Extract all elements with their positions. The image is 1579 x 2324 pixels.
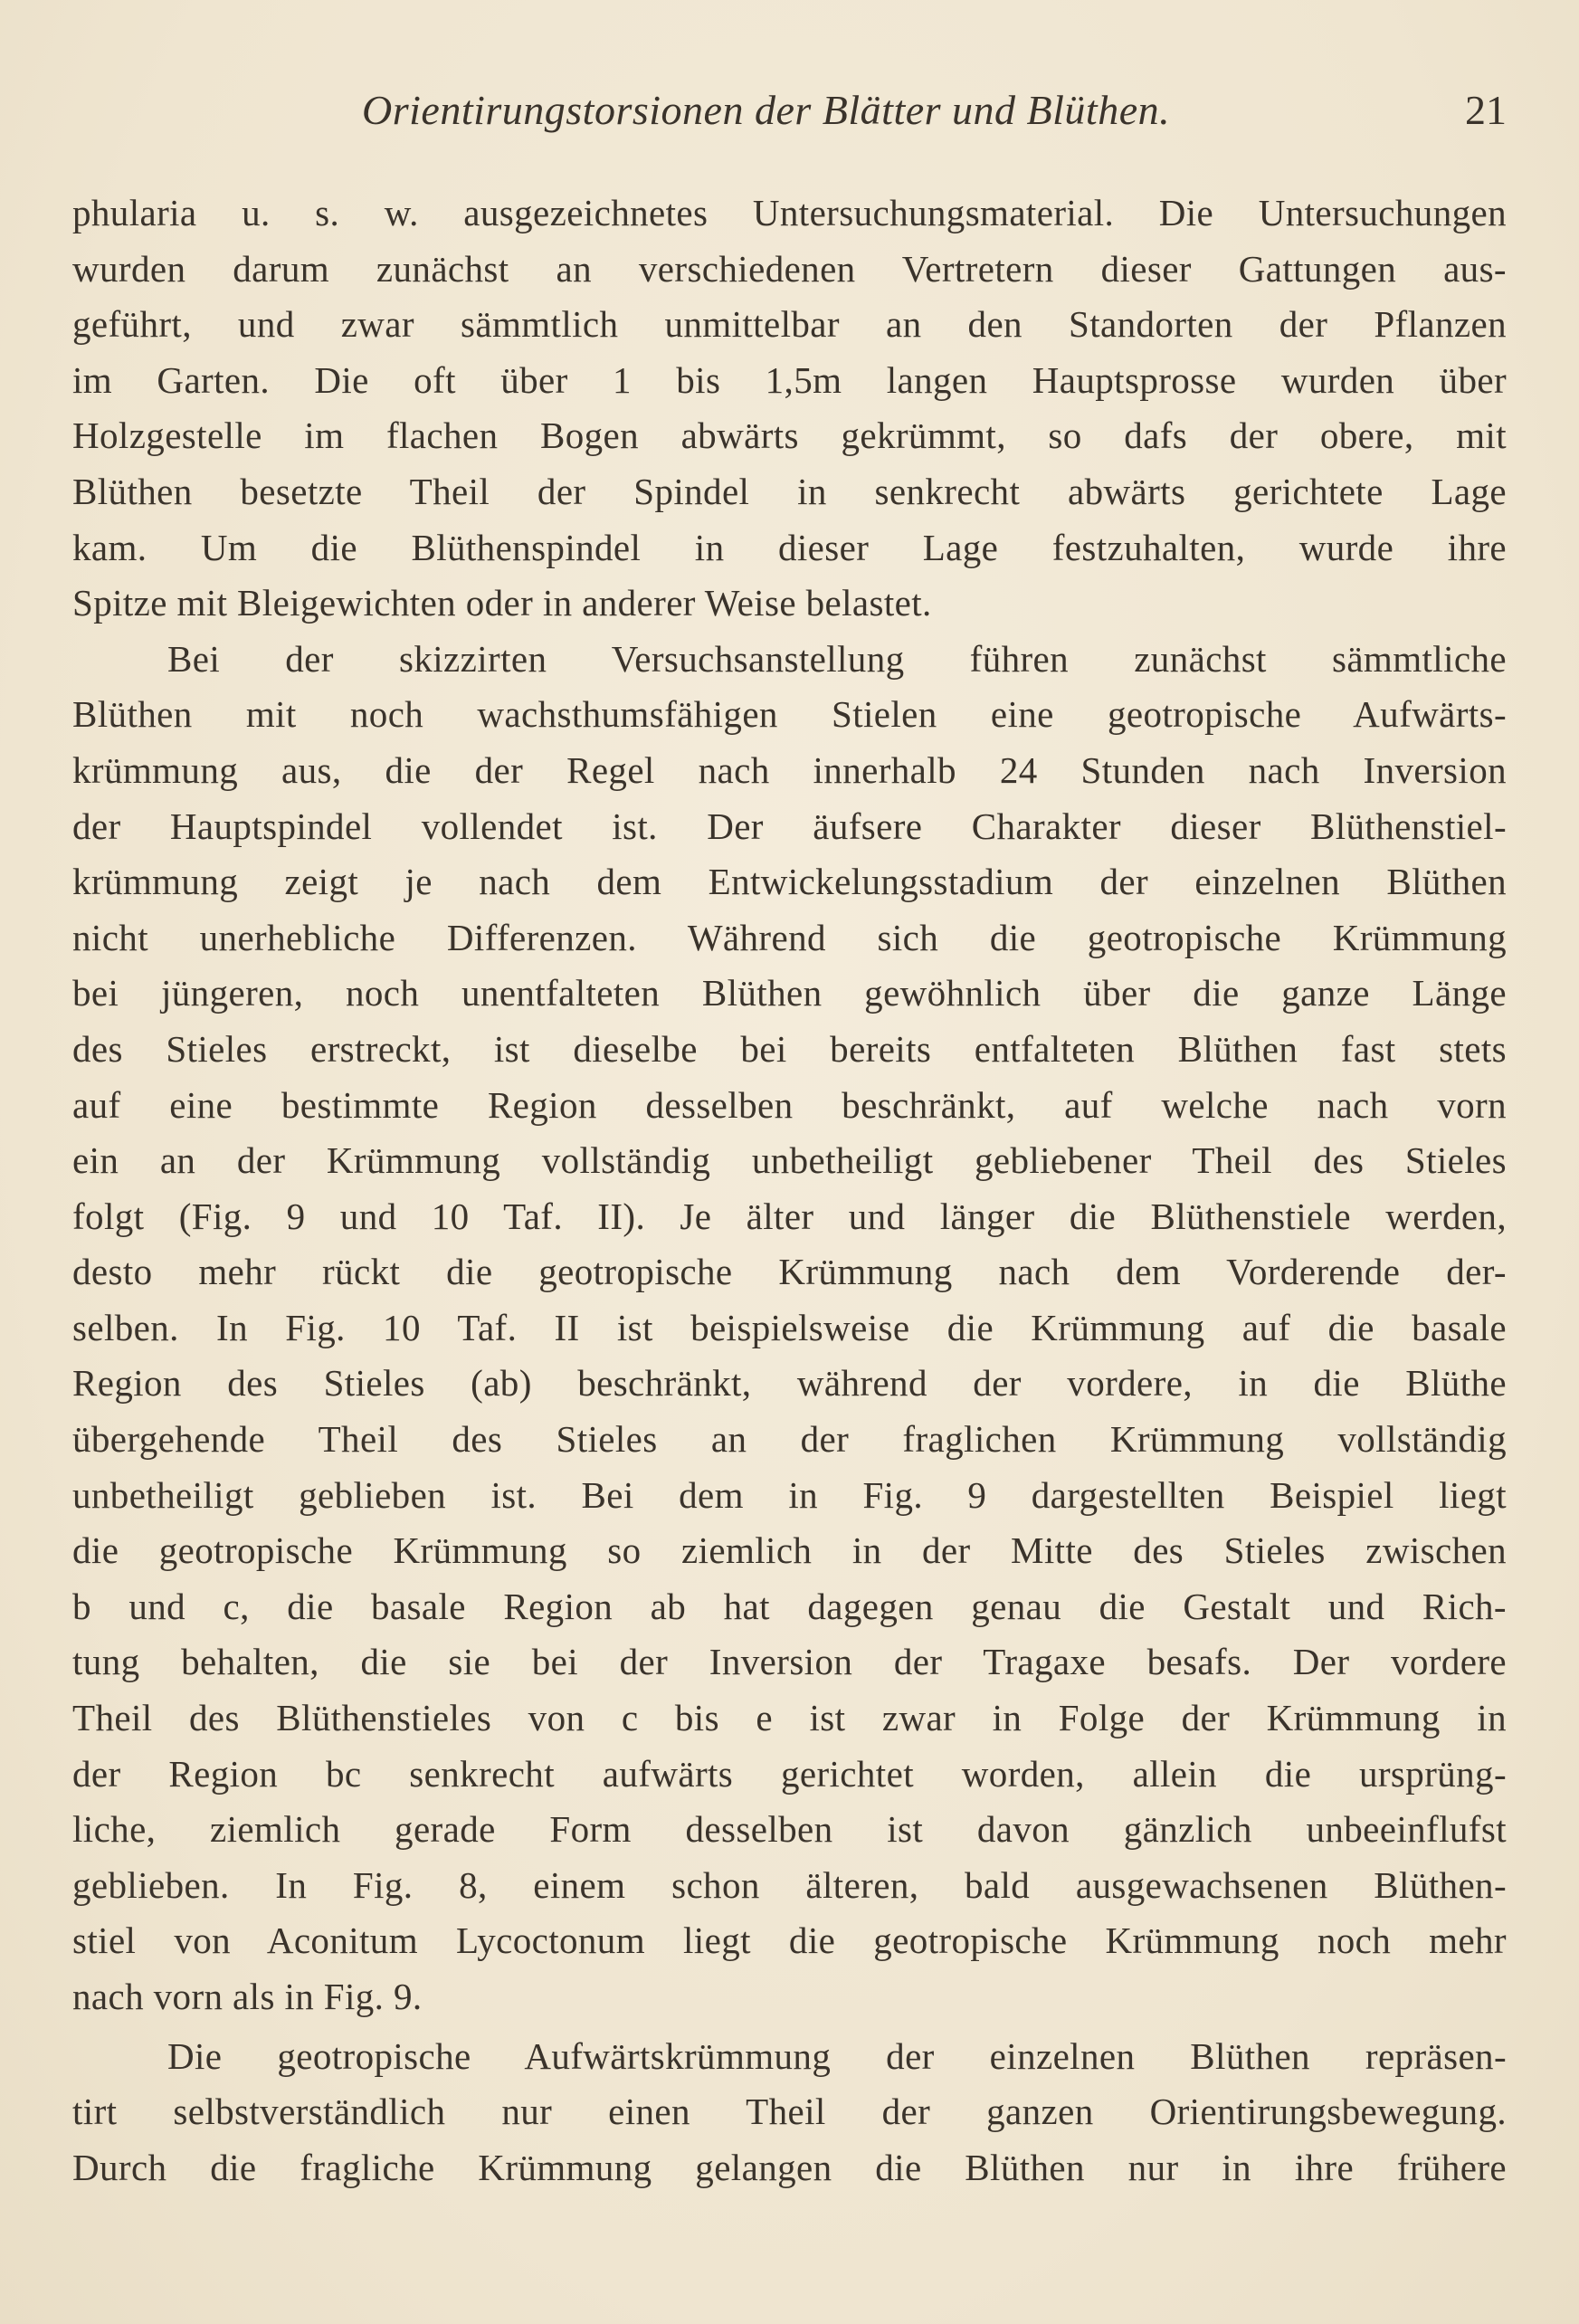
text-line: des Stieles erstreckt, ist dieselbe bei bereits entfalteten Blüthen fast stets <box>72 1027 1507 1070</box>
text-line: stiel von Aconitum Lycoctonum liegt die geotropische Krümmung noch mehr <box>72 1919 1507 1962</box>
text-line: b und c, die basale Region ab hat dagegen genau die Gestalt und Rich- <box>72 1585 1507 1627</box>
running-title: Orientirungstorsionen der Blätter und Blüthen. <box>362 87 1171 133</box>
text-line: nach vorn als in Fig. 9. <box>72 1976 423 2017</box>
text-line: bei jüngeren, noch unentfalteten Blüthen gewöhnlich über die ganze Länge <box>72 972 1507 1014</box>
page-header <box>72 86 1507 149</box>
paragraph-2 <box>72 632 1507 2025</box>
body-text <box>72 186 1507 2195</box>
text-line: wurden darum zunächst an verschiedenen Vertretern dieser Gattungen aus- <box>72 247 1507 290</box>
text-line: Durch die fragliche Krümmung gelangen die Blüthen nur in ihre frühere <box>72 2146 1507 2188</box>
text-line: Bei der skizzirten Versuchsanstellung führen zunächst sämmtliche <box>167 637 1507 680</box>
text-line: auf eine bestimmte Region desselben beschränkt, auf welche nach vorn <box>72 1083 1507 1126</box>
text-line: liche, ziemlich gerade Form desselben ist davon gänzlich unbeeinflufst <box>72 1808 1507 1851</box>
text-line: selben. In Fig. 10 Taf. II ist beispielsweise die Krümmung auf die basale <box>72 1306 1507 1348</box>
text-line: unbetheiligt geblieben ist. Bei dem in Fig. 9 dargestellten Beispiel liegt <box>72 1473 1507 1516</box>
text-line: tirt selbstverständlich nur einen Theil der ganzen Orientirungsbewegung. <box>72 2091 1507 2133</box>
text-line: desto mehr rückt die geotropische Krümmung nach dem Vorderende der- <box>72 1251 1507 1293</box>
text-line: übergehende Theil des Stieles an der fraglichen Krümmung vollständig <box>72 1418 1507 1461</box>
text-line: nicht unerhebliche Differenzen. Während sich die geotropische Krümmung <box>72 916 1507 958</box>
text-line: im Garten. Die oft über 1 bis 1,5m langen Hauptsprosse wurden über <box>72 358 1507 401</box>
paragraph-3 <box>72 2029 1507 2196</box>
text-line: krümmung aus, die der Regel nach innerhalb 24 Stunden nach Inversion <box>72 748 1507 791</box>
text-line: Region des Stieles (ab) beschränkt, während der vordere, in die Blüthe <box>72 1362 1507 1405</box>
text-line: Blüthen mit noch wachsthumsfähigen Stielen eine geotropische Aufwärts- <box>72 693 1507 736</box>
text-line: Theil des Blüthenstieles von c bis e ist zwar in Folge der Krümmung in <box>72 1697 1507 1739</box>
text-line: krümmung zeigt je nach dem Entwickelungsstadium der einzelnen Blüthen <box>72 861 1507 903</box>
text-line: ein an der Krümmung vollständig unbetheiligt gebliebener Theil des Stieles <box>72 1139 1507 1182</box>
text-line: folgt (Fig. 9 und 10 Taf. II). Je älter und länger die Blüthenstiele werden, <box>72 1195 1507 1237</box>
text-line: Die geotropische Aufwärtskrümmung der einzelnen Blüthen repräsen- <box>167 2034 1507 2077</box>
text-line: phularia u. s. w. ausgezeichnetes Untersuchungsmaterial. Die Untersuchungen <box>72 192 1507 233</box>
text-line: Holzgestelle im flachen Bogen abwärts gekrümmt, so dafs der obere, mit <box>72 414 1507 457</box>
page-number: 21 <box>1465 87 1507 133</box>
text-line: Spitze mit Bleigewichten oder in anderer Weise belastet. <box>72 582 932 624</box>
text-line: die geotropische Krümmung so ziemlich in der Mitte des Stieles zwischen <box>72 1529 1507 1572</box>
text-line: tung behalten, die sie bei der Inversion der Tragaxe besafs. Der vordere <box>72 1641 1507 1683</box>
text-line: geführt, und zwar sämmtlich unmittelbar an den Standorten der Pflanzen <box>72 303 1507 346</box>
text-line: der Region bc senkrecht aufwärts gerichtet worden, allein die ursprüng- <box>72 1752 1507 1795</box>
text-line: Blüthen besetzte Theil der Spindel in senkrecht abwärts gerichtete Lage <box>72 470 1507 512</box>
text-line: kam. Um die Blüthenspindel in dieser Lage festzuhalten, wurde ihre <box>72 526 1507 568</box>
text-line: geblieben. In Fig. 8, einem schon älteren, bald ausgewachsenen Blüthen- <box>72 1863 1507 1906</box>
text-line: der Hauptspindel vollendet ist. Der äufsere Charakter dieser Blüthenstiel- <box>72 805 1507 847</box>
paragraph-1 <box>72 186 1507 632</box>
